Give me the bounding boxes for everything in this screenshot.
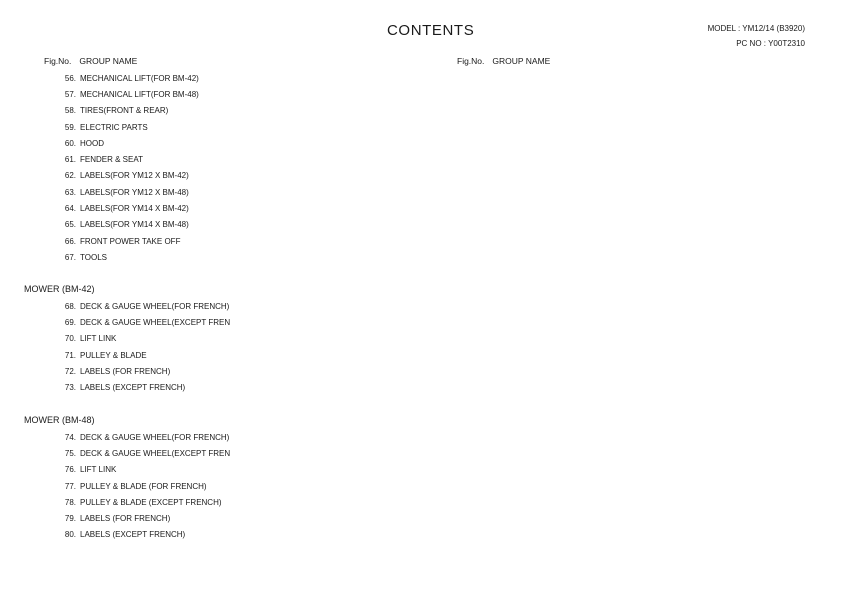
toc-item	[61, 151, 199, 167]
group-name: DECK & GAUGE WHEEL(FOR FRENCH)	[80, 301, 230, 311]
toc-item	[61, 70, 199, 86]
group-name: PULLEY & BLADE (FOR FRENCH)	[80, 481, 207, 491]
group-name: LABELS(FOR YM12 X BM-48)	[80, 187, 189, 197]
toc-item	[61, 478, 230, 494]
fig-number: 69.	[64, 317, 76, 327]
group-name: DECK & GAUGE WHEEL(FOR FRENCH)	[80, 432, 230, 442]
group-name: FENDER & SEAT	[80, 155, 143, 165]
fig-no-header: Fig.No.	[457, 56, 485, 66]
fig-number: 75.	[64, 448, 76, 458]
group-name-header: GROUP NAME	[492, 56, 551, 66]
fig-number: 70.	[64, 334, 76, 344]
fig-number: 68.	[64, 301, 76, 311]
toc-item	[61, 331, 230, 347]
fig-number: 73.	[64, 383, 76, 393]
group-name: TOOLS	[80, 252, 107, 262]
toc-item	[61, 462, 230, 478]
toc-item	[61, 86, 199, 102]
toc-item	[61, 347, 230, 363]
toc-item	[61, 135, 199, 151]
fig-no-header: Fig.No.	[44, 56, 72, 66]
model-number: MODEL : YM12/14 (B3920)	[707, 24, 805, 33]
fig-number: 61.	[64, 155, 76, 165]
toc-item	[61, 119, 199, 135]
section-heading-mower-bm42: MOWER (BM-42)	[24, 284, 95, 294]
group-name: LABELS (FOR FRENCH)	[80, 514, 171, 524]
group-name: ELECTRIC PARTS	[80, 122, 148, 132]
toc-item	[61, 233, 199, 249]
toc-item	[61, 445, 230, 461]
fig-number: 62.	[64, 171, 76, 181]
group-name: LABELS(FOR YM14 X BM-48)	[80, 220, 189, 230]
toc-item	[61, 200, 199, 216]
group-name: HOOD	[80, 138, 104, 148]
fig-number: 66.	[64, 236, 76, 246]
toc-item	[61, 168, 199, 184]
group-name: PULLEY & BLADE	[80, 350, 147, 360]
toc-item	[61, 494, 230, 510]
model-info	[708, 21, 805, 51]
fig-number: 60.	[64, 138, 76, 148]
toc-list-mower-bm42	[61, 298, 230, 396]
toc-item	[61, 314, 230, 330]
fig-number: 77.	[64, 481, 76, 491]
page-title: CONTENTS	[387, 22, 475, 39]
fig-number: 67.	[64, 252, 76, 262]
pc-number: PC NO : Y00T2310	[736, 39, 805, 48]
fig-number: 71.	[64, 350, 76, 360]
group-name: DECK & GAUGE WHEEL(EXCEPT FREN	[80, 448, 231, 458]
column-header-left	[44, 56, 137, 66]
toc-item	[61, 510, 230, 526]
fig-number: 74.	[64, 432, 76, 442]
group-name: LABELS (FOR FRENCH)	[80, 366, 171, 376]
fig-number: 72.	[64, 366, 76, 376]
group-name: LABELS (EXCEPT FRENCH)	[80, 383, 186, 393]
group-name: LIFT LINK	[80, 465, 117, 475]
group-name: LIFT LINK	[80, 334, 117, 344]
group-name: MECHANICAL LIFT(FOR BM-48)	[80, 89, 199, 99]
toc-list-mower-bm48	[61, 429, 230, 543]
fig-number: 76.	[64, 465, 76, 475]
fig-number: 59.	[64, 122, 76, 132]
fig-number: 64.	[64, 204, 76, 214]
group-name: TIRES(FRONT & REAR)	[80, 106, 169, 116]
toc-item	[61, 298, 230, 314]
toc-item	[61, 184, 199, 200]
toc-item	[61, 249, 199, 265]
toc-item	[61, 363, 230, 379]
fig-number: 79.	[64, 514, 76, 524]
fig-number: 80.	[64, 530, 76, 540]
toc-item	[61, 217, 199, 233]
fig-number: 78.	[64, 497, 76, 507]
group-name: LABELS (EXCEPT FRENCH)	[80, 530, 186, 540]
group-name: MECHANICAL LIFT(FOR BM-42)	[80, 73, 199, 83]
group-name: LABELS(FOR YM14 X BM-42)	[80, 204, 189, 214]
toc-item	[61, 527, 230, 543]
toc-item	[61, 379, 230, 395]
fig-number: 65.	[64, 220, 76, 230]
toc-item	[61, 103, 199, 119]
toc-item	[61, 429, 230, 445]
fig-number: 58.	[64, 106, 76, 116]
toc-list-main	[61, 70, 199, 266]
group-name: DECK & GAUGE WHEEL(EXCEPT FREN	[80, 317, 231, 327]
group-name: LABELS(FOR YM12 X BM-42)	[80, 171, 189, 181]
group-name-header: GROUP NAME	[79, 56, 138, 66]
group-name: FRONT POWER TAKE OFF	[80, 236, 181, 246]
group-name: PULLEY & BLADE (EXCEPT FRENCH)	[80, 497, 222, 507]
fig-number: 57.	[64, 89, 76, 99]
column-header-right	[457, 56, 550, 66]
section-heading-mower-bm48: MOWER (BM-48)	[24, 415, 95, 425]
fig-number: 63.	[64, 187, 76, 197]
fig-number: 56.	[64, 73, 76, 83]
